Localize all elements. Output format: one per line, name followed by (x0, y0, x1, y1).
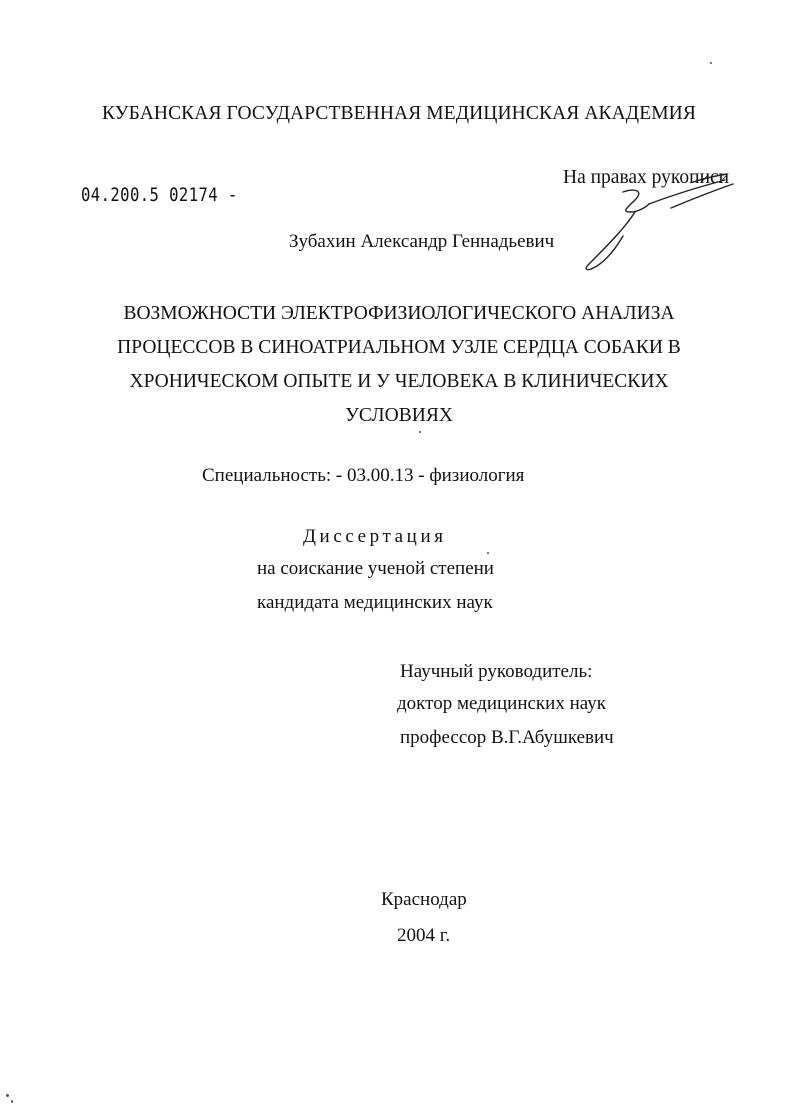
degree-line-2: кандидата медицинских наук (257, 592, 493, 613)
handwritten-signature (575, 168, 745, 278)
specialty: Специальность: - 03.00.13 - физиология (202, 465, 525, 486)
registration-stamp-number: 04.200.5 02174 - (81, 184, 238, 206)
dissertation-title (0, 297, 798, 433)
city: Краснодар (381, 889, 467, 910)
rights-note: На правах рукописи (563, 167, 730, 188)
author-name: Зубахин Александр Геннадьевич (289, 231, 555, 252)
scan-speck (487, 552, 489, 554)
title-line: ПРОЦЕССОВ В СИНОАТРИАЛЬНОМ УЗЛЕ СЕРДЦА СОБАКИ В (117, 337, 681, 358)
scan-speck (11, 1100, 13, 1103)
title-line: ХРОНИЧЕСКОМ ОПЫТЕ И У ЧЕЛОВЕКА В КЛИНИЧЕСКИХ (129, 371, 669, 392)
title-line: ВОЗМОЖНОСТИ ЭЛЕКТРОФИЗИОЛОГИЧЕСКОГО АНАЛИЗА (123, 303, 675, 324)
academy-name: КУБАНСКАЯ ГОСУДАРСТВЕННАЯ МЕДИЦИНСКАЯ АКАДЕМИЯ (102, 103, 696, 124)
degree-line-1: на соискание ученой степени (257, 558, 494, 579)
year: 2004 г. (397, 925, 451, 946)
scan-speck (710, 62, 712, 64)
dissertation-label: Диссертация (303, 526, 447, 547)
supervisor-name: профессор В.Г.Абушкевич (400, 727, 614, 748)
title-line: УСЛОВИЯХ (345, 405, 453, 426)
supervisor-degree: доктор медицинских наук (397, 693, 606, 714)
scan-speck (419, 431, 421, 433)
scan-speck (6, 1094, 9, 1097)
supervisor-label: Научный руководитель: (400, 661, 593, 682)
